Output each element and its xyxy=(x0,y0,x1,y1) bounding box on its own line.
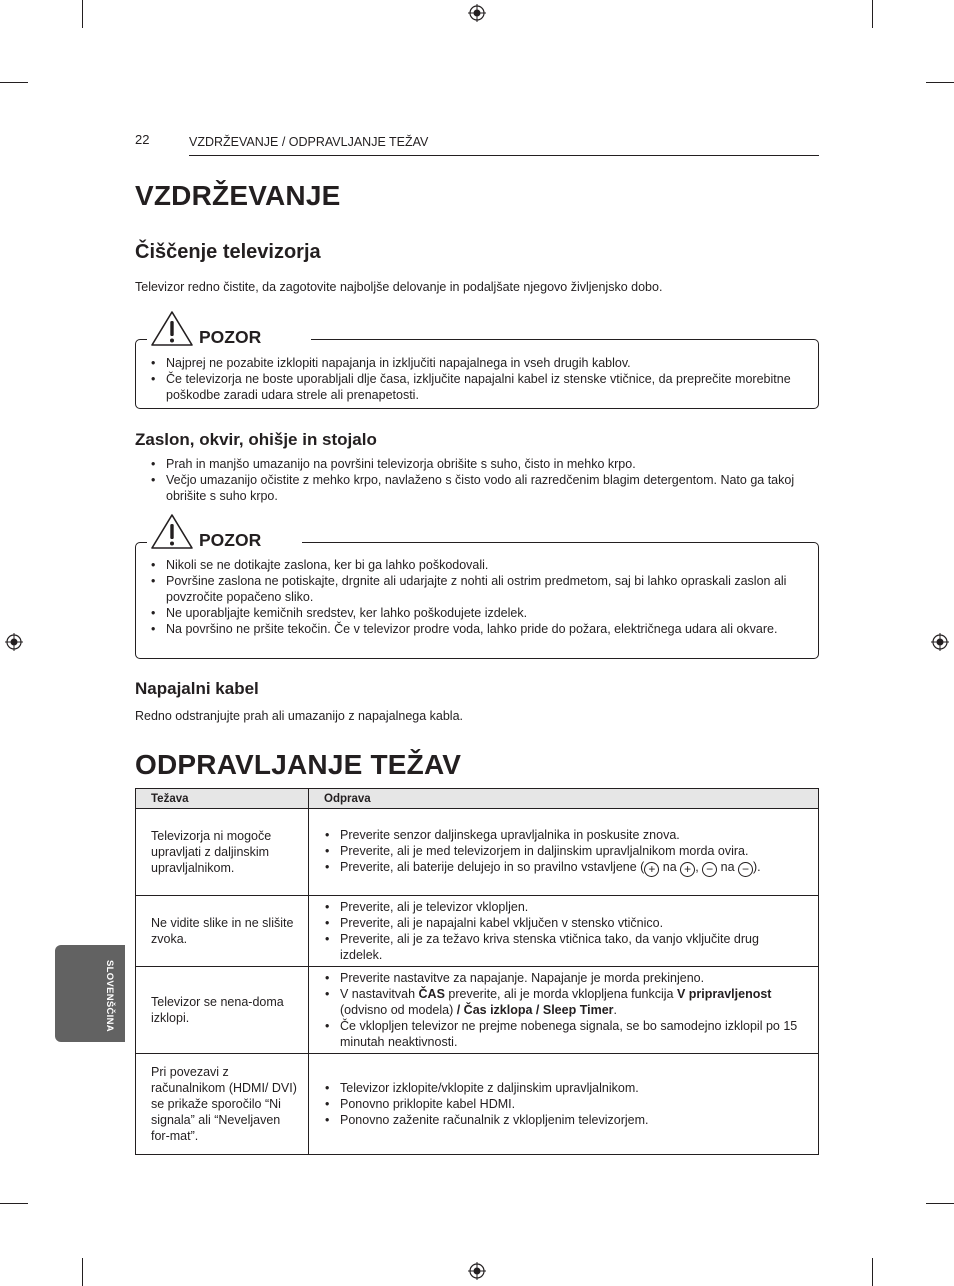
plus-icon: + xyxy=(644,862,659,877)
registration-mark-icon xyxy=(468,4,486,22)
problem-cell: Televizor se nena-doma izklopi. xyxy=(136,967,309,1054)
crop-mark xyxy=(872,1258,873,1286)
caution-list xyxy=(135,355,805,403)
list-item: • Najprej ne pozabite izklopiti napajanja in izključiti napajalnega in vseh drugih kablov. xyxy=(135,355,805,371)
problem-cell: Televizorja ni mogoče upravljati z daljinskim upravljalnikom. xyxy=(136,809,309,896)
list-item: • V nastavitvah ČAS preverite, ali je morda vklopljena funkcija V pripravljenost (odvisno od modela) / Čas izklopa / Sleep Timer. xyxy=(309,986,798,1018)
page-number: 22 xyxy=(135,132,150,147)
list-item: • Preverite, ali je napajalni kabel vključen v stensko vtičnico. xyxy=(309,915,798,931)
minus-icon: − xyxy=(702,862,717,877)
solution-cell xyxy=(309,896,819,967)
list-item: • Ponovno zaženite računalnik z vklopljenim televizorjem. xyxy=(309,1112,798,1128)
list-item: • Večjo umazanijo očistite z mehko krpo, navlaženo s čisto vodo ali razredčenim blagim detergentom. Nato ga takoj obrišite s suho krpo. xyxy=(135,472,805,504)
solution-cell xyxy=(309,1054,819,1155)
language-tab-label: SLOVENŠČINA xyxy=(104,960,115,1032)
maintenance-title: VZDRŽEVANJE xyxy=(135,180,341,211)
caution-list xyxy=(135,557,805,637)
list-item: • Preverite, ali je televizor vklopljen. xyxy=(309,899,798,915)
power-cable-text: Redno odstranjujte prah ali umazanijo z napajalnega kabla. xyxy=(135,709,463,723)
list-item: • Prah in manjšo umazanijo na površini televizorja obrišite s suho, čisto in mehko krpo. xyxy=(135,456,805,472)
list-item: • Če vklopljen televizor ne prejme nobenega signala, se bo samodejno izklopil po 15 minutah neaktivnosti. xyxy=(309,1018,798,1050)
list-item: • Na površino ne pršite tekočin. Če v televizor prodre voda, lahko pride do požara, električnega udara ali okvare. xyxy=(135,621,805,637)
problem-cell: Pri povezavi z računalnikom (HDMI/ DVI) se prikaže sporočilo “Ni signala” ali “Neveljaven for-mat”. xyxy=(136,1054,309,1155)
list-item: • Preverite, ali je med televizorjem in daljinskim upravljalnikom morda ovira. xyxy=(309,843,798,859)
troubleshooting-table xyxy=(135,788,819,1155)
troubleshooting-title: ODPRAVLJANJE TEŽAV xyxy=(135,749,462,780)
list-item: • Preverite senzor daljinskega upravljalnika in poskusite znova. xyxy=(309,827,798,843)
solution-cell xyxy=(309,967,819,1054)
table-row xyxy=(136,967,819,1054)
cleaning-intro: Televizor redno čistite, da zagotovite najboljše delovanje in podaljšate njegovo življenjsko dobo. xyxy=(135,280,663,294)
running-header: VZDRŽEVANJE / ODPRAVLJANJE TEŽAV xyxy=(189,135,429,149)
caution-label: POZOR xyxy=(199,530,262,550)
registration-mark-icon xyxy=(468,1262,486,1280)
cleaning-title: Čiščenje televizorja xyxy=(135,241,321,263)
list-item: • Če televizorja ne boste uporabljali dlje časa, izključite napajalni kabel iz stenske vtičnice, da preprečite morebitne poškodbe zaradi udara strele ali prenapetosti. xyxy=(135,371,805,403)
list-item: • Preverite, ali baterije delujejo in so pravilno vstavljene ( + na + , − na − ). xyxy=(309,859,798,877)
registration-mark-icon xyxy=(931,633,949,651)
header-rule xyxy=(189,155,819,156)
list-item: • Ponovno priklopite kabel HDMI. xyxy=(309,1096,798,1112)
warning-icon xyxy=(150,513,194,550)
list-item: • Nikoli se ne dotikajte zaslona, ker bi ga lahko poškodovali. xyxy=(135,557,805,573)
column-header-solution: Odprava xyxy=(309,789,819,809)
solution-cell xyxy=(309,809,819,896)
minus-icon: − xyxy=(738,862,753,877)
power-cable-title: Napajalni kabel xyxy=(135,679,259,698)
screen-care-list xyxy=(135,456,805,504)
column-header-problem: Težava xyxy=(136,789,309,809)
table-row xyxy=(136,896,819,967)
problem-cell: Ne vidite slike in ne slišite zvoka. xyxy=(136,896,309,967)
table-row xyxy=(136,1054,819,1155)
crop-mark xyxy=(0,1203,28,1204)
list-item: • Preverite nastavitve za napajanje. Napajanje je morda prekinjeno. xyxy=(309,970,798,986)
table-row xyxy=(136,809,819,896)
plus-icon: + xyxy=(680,862,695,877)
screen-section-title: Zaslon, okvir, ohišje in stojalo xyxy=(135,430,377,449)
crop-mark xyxy=(872,0,873,28)
table-header-row xyxy=(136,789,819,809)
crop-mark xyxy=(82,0,83,28)
list-item: • Televizor izklopite/vklopite z daljinskim upravljalnikom. xyxy=(309,1080,798,1096)
list-item: • Preverite, ali je za težavo kriva stenska vtičnica tako, da vanjo vključite drug izdelek. xyxy=(309,931,798,963)
crop-mark xyxy=(82,1258,83,1286)
warning-icon xyxy=(150,310,194,347)
caution-label: POZOR xyxy=(199,327,262,347)
crop-mark xyxy=(926,82,954,83)
registration-mark-icon xyxy=(5,633,23,651)
list-item: • Površine zaslona ne potiskajte, drgnite ali udarjajte z nohti ali ostrim predmetom, saj bi lahko opraskali zaslon ali povzročite popačeno sliko. xyxy=(135,573,805,605)
crop-mark xyxy=(926,1203,954,1204)
crop-mark xyxy=(0,82,28,83)
list-item: • Ne uporabljajte kemičnih sredstev, ker lahko poškodujete izdelek. xyxy=(135,605,805,621)
